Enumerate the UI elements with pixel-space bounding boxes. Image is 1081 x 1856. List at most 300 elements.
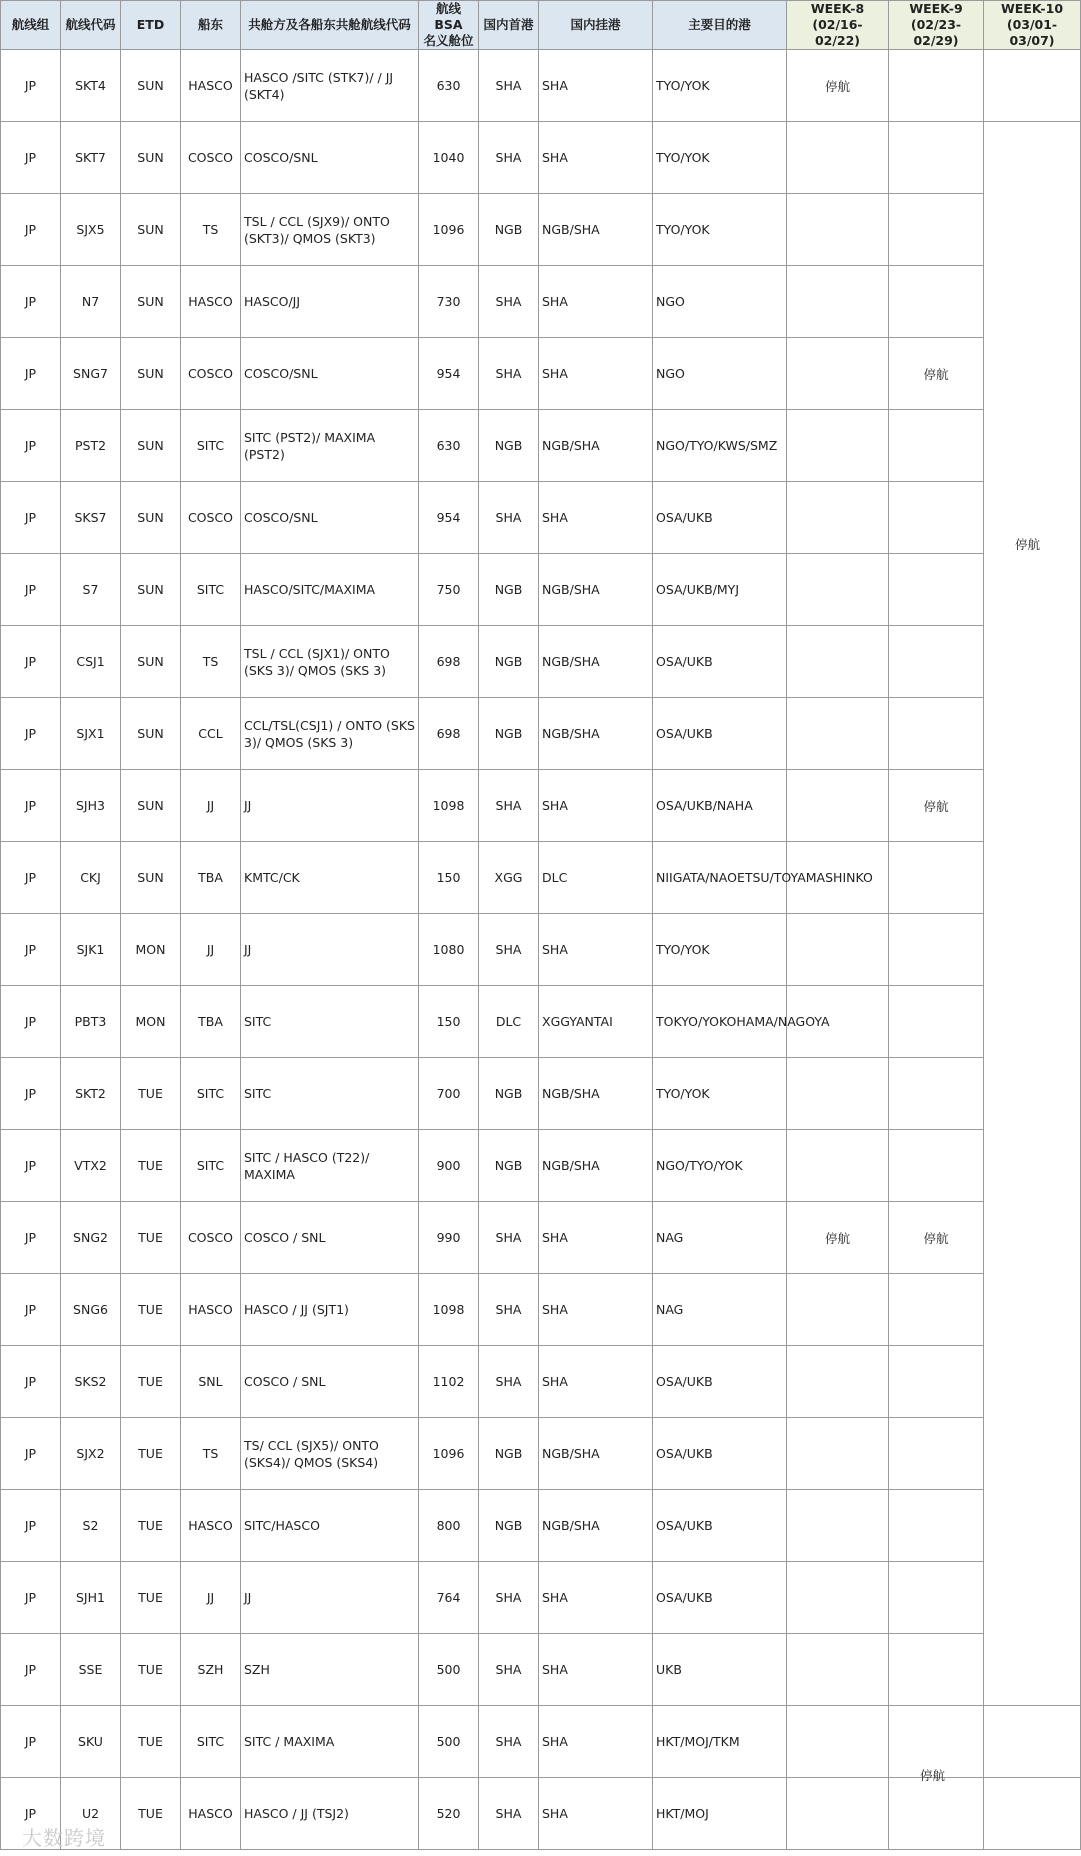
cell-dest-ports: OSA/UKB: [653, 482, 787, 554]
cell-week8: [787, 338, 889, 410]
col-header-week9: [889, 1, 984, 50]
cell-carrier: COSCO: [181, 122, 241, 194]
cell-carrier: JJ: [181, 770, 241, 842]
col-header-dest-ports: 主要目的港: [653, 1, 787, 50]
cell-domestic-ports: SHA: [539, 1778, 653, 1850]
cell-etd: SUN: [121, 338, 181, 410]
cell-first-port: NGB: [479, 410, 539, 482]
cell-first-port: SHA: [479, 1562, 539, 1634]
week9-bottom-stop: 停航: [920, 1768, 946, 1783]
cell-week8: [787, 266, 889, 338]
cell-domestic-ports: NGB/SHA: [539, 626, 653, 698]
cell-carrier: SITC: [181, 1130, 241, 1202]
cell-bsa: 1040: [419, 122, 479, 194]
cell-domestic-ports: NGB/SHA: [539, 554, 653, 626]
cell-first-port: SHA: [479, 122, 539, 194]
cell-first-port: SHA: [479, 1274, 539, 1346]
cell-code: SJK1: [61, 914, 121, 986]
cell-week9: [889, 842, 984, 914]
cell-domestic-ports: NGB/SHA: [539, 1418, 653, 1490]
cell-bsa: 520: [419, 1778, 479, 1850]
cell-etd: SUN: [121, 698, 181, 770]
table-body: [1, 50, 1081, 1850]
cell-etd: SUN: [121, 842, 181, 914]
cell-week9: [889, 1490, 984, 1562]
cell-etd: TUE: [121, 1346, 181, 1418]
cell-first-port: SHA: [479, 482, 539, 554]
cell-bsa: 1096: [419, 194, 479, 266]
table-row: [1, 698, 1081, 770]
table-row: [1, 194, 1081, 266]
cell-first-port: XGG: [479, 842, 539, 914]
cell-bsa: 900: [419, 1130, 479, 1202]
cell-week8: [787, 194, 889, 266]
cell-first-port: NGB: [479, 1490, 539, 1562]
cell-group: JP: [1, 194, 61, 266]
table-row: [1, 122, 1081, 194]
cell-dest-ports: NAG: [653, 1274, 787, 1346]
cell-partners: HASCO / JJ (TSJ2): [241, 1778, 419, 1850]
cell-carrier: HASCO: [181, 1778, 241, 1850]
table-row: [1, 1346, 1081, 1418]
cell-week8: 停航: [787, 1202, 889, 1274]
cell-code: SJX1: [61, 698, 121, 770]
cell-domestic-ports: SHA: [539, 266, 653, 338]
cell-week9: 停航: [889, 338, 984, 410]
cell-etd: TUE: [121, 1634, 181, 1706]
cell-partners: HASCO /SITC (STK7)/ / JJ (SKT4): [241, 50, 419, 122]
cell-week10: [984, 1706, 1081, 1778]
table-row: [1, 1418, 1081, 1490]
cell-dest-ports: HKT/MOJ/TKM: [653, 1706, 787, 1778]
cell-domestic-ports: SHA: [539, 50, 653, 122]
cell-code: SJH3: [61, 770, 121, 842]
cell-domestic-ports: NGB/SHA: [539, 194, 653, 266]
col-header-week8: [787, 1, 889, 50]
cell-week8: [787, 122, 889, 194]
table-row: [1, 1202, 1081, 1274]
col-header-code: 航线代码: [61, 1, 121, 50]
cell-first-port: NGB: [479, 1418, 539, 1490]
cell-partners: COSCO / SNL: [241, 1346, 419, 1418]
cell-carrier: TS: [181, 1418, 241, 1490]
cell-etd: TUE: [121, 1058, 181, 1130]
cell-dest-ports: NIIGATA/NAOETSU/TOYAMASHINKO: [653, 842, 787, 914]
cell-partners: SITC/HASCO: [241, 1490, 419, 1562]
cell-bsa: 698: [419, 698, 479, 770]
cell-code: SJX2: [61, 1418, 121, 1490]
cell-dest-ports: TYO/YOK: [653, 122, 787, 194]
cell-bsa: 630: [419, 410, 479, 482]
cell-week10: [984, 50, 1081, 122]
cell-bsa: 750: [419, 554, 479, 626]
table-row: [1, 626, 1081, 698]
cell-etd: SUN: [121, 626, 181, 698]
cell-first-port: NGB: [479, 1130, 539, 1202]
cell-dest-ports: OSA/UKB: [653, 1490, 787, 1562]
cell-first-port: SHA: [479, 770, 539, 842]
cell-etd: TUE: [121, 1706, 181, 1778]
cell-partners: SITC / MAXIMA: [241, 1706, 419, 1778]
cell-group: JP: [1, 482, 61, 554]
table-row: [1, 338, 1081, 410]
cell-week8: [787, 626, 889, 698]
cell-domestic-ports: SHA: [539, 1562, 653, 1634]
cell-group: JP: [1, 338, 61, 410]
cell-group: JP: [1, 1418, 61, 1490]
cell-carrier: JJ: [181, 1562, 241, 1634]
cell-partners: COSCO / SNL: [241, 1202, 419, 1274]
table-row: [1, 482, 1081, 554]
cell-dest-ports: TYO/YOK: [653, 914, 787, 986]
cell-carrier: HASCO: [181, 50, 241, 122]
cell-group: JP: [1, 1202, 61, 1274]
cell-first-port: NGB: [479, 194, 539, 266]
cell-dest-ports: NAG: [653, 1202, 787, 1274]
cell-domestic-ports: SHA: [539, 482, 653, 554]
cell-group: JP: [1, 1274, 61, 1346]
cell-carrier: TBA: [181, 986, 241, 1058]
cell-partners: TS/ CCL (SJX5)/ ONTO (SKS4)/ QMOS (SKS4): [241, 1418, 419, 1490]
cell-bsa: 500: [419, 1706, 479, 1778]
cell-carrier: SITC: [181, 410, 241, 482]
cell-domestic-ports: SHA: [539, 1274, 653, 1346]
cell-domestic-ports: NGB/SHA: [539, 698, 653, 770]
cell-group: JP: [1, 1634, 61, 1706]
cell-partners: SITC / HASCO (T22)/ MAXIMA: [241, 1130, 419, 1202]
cell-dest-ports: OSA/UKB/MYJ: [653, 554, 787, 626]
col-header-etd: ETD: [121, 1, 181, 50]
cell-bsa: 990: [419, 1202, 479, 1274]
cell-carrier: JJ: [181, 914, 241, 986]
cell-etd: TUE: [121, 1274, 181, 1346]
cell-bsa: 150: [419, 842, 479, 914]
table-row: [1, 914, 1081, 986]
cell-week9: [889, 1058, 984, 1130]
cell-carrier: SNL: [181, 1346, 241, 1418]
cell-carrier: CCL: [181, 698, 241, 770]
cell-week9: [889, 50, 984, 122]
cell-etd: TUE: [121, 1202, 181, 1274]
cell-code: CKJ: [61, 842, 121, 914]
col-header-domestic-ports: 国内挂港: [539, 1, 653, 50]
cell-etd: SUN: [121, 122, 181, 194]
week10-label: WEEK-10: [1000, 1, 1064, 16]
cell-week8: [787, 1274, 889, 1346]
cell-partners: SZH: [241, 1634, 419, 1706]
cell-bsa: 1098: [419, 770, 479, 842]
cell-partners: COSCO/SNL: [241, 122, 419, 194]
cell-first-port: NGB: [479, 698, 539, 770]
cell-partners: HASCO / JJ (SJT1): [241, 1274, 419, 1346]
cell-partners: JJ: [241, 1562, 419, 1634]
cell-week9: [889, 986, 984, 1058]
table-row: [1, 50, 1081, 122]
cell-dest-ports: NGO/TYO/KWS/SMZ: [653, 410, 787, 482]
cell-domestic-ports: SHA: [539, 122, 653, 194]
cell-group: JP: [1, 842, 61, 914]
cell-dest-ports: UKB: [653, 1634, 787, 1706]
cell-week10-merged: [984, 122, 1081, 1706]
col-header-bsa: [419, 1, 479, 50]
cell-group: JP: [1, 770, 61, 842]
cell-dest-ports: OSA/UKB: [653, 1562, 787, 1634]
cell-etd: TUE: [121, 1130, 181, 1202]
col-header-group: 航线组: [1, 1, 61, 50]
cell-first-port: NGB: [479, 626, 539, 698]
cell-carrier: HASCO: [181, 1274, 241, 1346]
cell-code: SKS7: [61, 482, 121, 554]
col-header-first-port: 国内首港: [479, 1, 539, 50]
cell-etd: SUN: [121, 770, 181, 842]
table-row: [1, 554, 1081, 626]
cell-group: JP: [1, 986, 61, 1058]
cell-partners: KMTC/CK: [241, 842, 419, 914]
cell-bsa: 1098: [419, 1274, 479, 1346]
cell-domestic-ports: NGB/SHA: [539, 410, 653, 482]
cell-week8: [787, 1130, 889, 1202]
table-row: [1, 1634, 1081, 1706]
cell-week8: [787, 698, 889, 770]
cell-etd: TUE: [121, 1490, 181, 1562]
cell-domestic-ports: SHA: [539, 914, 653, 986]
cell-group: JP: [1, 1058, 61, 1130]
cell-carrier: TBA: [181, 842, 241, 914]
cell-code: PST2: [61, 410, 121, 482]
table-row: [1, 1778, 1081, 1850]
cell-bsa: 1102: [419, 1346, 479, 1418]
table-row: [1, 1058, 1081, 1130]
cell-domestic-ports: SHA: [539, 1634, 653, 1706]
cell-etd: TUE: [121, 1778, 181, 1850]
week8-range: (02/16-02/22): [812, 17, 863, 48]
cell-domestic-ports: NGB/SHA: [539, 1058, 653, 1130]
cell-bsa: 730: [419, 266, 479, 338]
cell-week9: [889, 698, 984, 770]
cell-etd: TUE: [121, 1418, 181, 1490]
cell-group: JP: [1, 1778, 61, 1850]
cell-dest-ports: TYO/YOK: [653, 50, 787, 122]
cell-partners: SITC: [241, 986, 419, 1058]
cell-domestic-ports: SHA: [539, 1202, 653, 1274]
cell-bsa: 954: [419, 482, 479, 554]
cell-dest-ports: TYO/YOK: [653, 194, 787, 266]
cell-code: VTX2: [61, 1130, 121, 1202]
table-row: [1, 770, 1081, 842]
cell-code: SJX5: [61, 194, 121, 266]
week10-range: (03/01-03/07): [1006, 17, 1058, 48]
cell-dest-ports: OSA/UKB: [653, 1418, 787, 1490]
cell-group: JP: [1, 914, 61, 986]
cell-week9: 停航: [889, 770, 984, 842]
cell-week9: 停航: [889, 1202, 984, 1274]
cell-etd: SUN: [121, 194, 181, 266]
cell-bsa: 1080: [419, 914, 479, 986]
cell-domestic-ports: SHA: [539, 770, 653, 842]
cell-dest-ports: OSA/UKB: [653, 698, 787, 770]
cell-code: SJH1: [61, 1562, 121, 1634]
cell-first-port: SHA: [479, 1346, 539, 1418]
cell-code: U2: [61, 1778, 121, 1850]
cell-carrier: COSCO: [181, 1202, 241, 1274]
table-row: [1, 1130, 1081, 1202]
cell-dest-ports: NGO: [653, 338, 787, 410]
cell-first-port: SHA: [479, 1202, 539, 1274]
cell-code: SNG7: [61, 338, 121, 410]
cell-dest-ports: TYO/YOK: [653, 1058, 787, 1130]
cell-partners: CCL/TSL(CSJ1) / ONTO (SKS 3)/ QMOS (SKS 3): [241, 698, 419, 770]
cell-bsa: 764: [419, 1562, 479, 1634]
cell-partners: SITC (PST2)/ MAXIMA (PST2): [241, 410, 419, 482]
cell-first-port: SHA: [479, 1634, 539, 1706]
bsa-line2: 名义舱位: [423, 33, 474, 48]
cell-bsa: 698: [419, 626, 479, 698]
cell-week9: [889, 122, 984, 194]
cell-code: CSJ1: [61, 626, 121, 698]
cell-partners: SITC: [241, 1058, 419, 1130]
cell-group: JP: [1, 1562, 61, 1634]
cell-domestic-ports: DLC: [539, 842, 653, 914]
header-row: [1, 1, 1081, 50]
cell-group: JP: [1, 1706, 61, 1778]
cell-domestic-ports: SHA: [539, 338, 653, 410]
cell-first-port: SHA: [479, 338, 539, 410]
cell-dest-ports: NGO: [653, 266, 787, 338]
cell-domestic-ports: XGGYANTAI: [539, 986, 653, 1058]
cell-code: SKS2: [61, 1346, 121, 1418]
cell-dest-ports: TOKYO/YOKOHAMA/NAGOYA: [653, 986, 787, 1058]
cell-bsa: 800: [419, 1490, 479, 1562]
cell-code: SNG6: [61, 1274, 121, 1346]
cell-group: JP: [1, 554, 61, 626]
table-row: [1, 1274, 1081, 1346]
cell-week9: [889, 1346, 984, 1418]
cell-partners: COSCO/SNL: [241, 482, 419, 554]
cell-week9: [889, 482, 984, 554]
bsa-line1: 航线BSA: [434, 1, 463, 32]
cell-code: S2: [61, 1490, 121, 1562]
cell-group: JP: [1, 50, 61, 122]
cell-first-port: SHA: [479, 1706, 539, 1778]
cell-first-port: DLC: [479, 986, 539, 1058]
cell-week8: [787, 1490, 889, 1562]
cell-week9: [889, 1130, 984, 1202]
cell-partners: JJ: [241, 914, 419, 986]
col-header-carrier: 船东: [181, 1, 241, 50]
cell-partners: COSCO/SNL: [241, 338, 419, 410]
cell-week8: 停航: [787, 50, 889, 122]
cell-group: JP: [1, 266, 61, 338]
cell-bsa: 500: [419, 1634, 479, 1706]
table-row: [1, 266, 1081, 338]
cell-partners: JJ: [241, 770, 419, 842]
cell-first-port: SHA: [479, 50, 539, 122]
week10-merged-stop: 停航: [1015, 537, 1041, 552]
cell-carrier: COSCO: [181, 338, 241, 410]
cell-week8: [787, 1418, 889, 1490]
cell-group: JP: [1, 410, 61, 482]
cell-partners: TSL / CCL (SJX9)/ ONTO (SKT3)/ QMOS (SKT3): [241, 194, 419, 266]
cell-week8: [787, 1634, 889, 1706]
cell-code: SKU: [61, 1706, 121, 1778]
cell-week9: [889, 554, 984, 626]
cell-week9: [889, 1274, 984, 1346]
table-row: [1, 842, 1081, 914]
cell-domestic-ports: NGB/SHA: [539, 1130, 653, 1202]
cell-etd: SUN: [121, 482, 181, 554]
cell-etd: SUN: [121, 266, 181, 338]
cell-week8: [787, 1562, 889, 1634]
cell-partners: HASCO/JJ: [241, 266, 419, 338]
cell-domestic-ports: SHA: [539, 1706, 653, 1778]
cell-code: SKT4: [61, 50, 121, 122]
cell-week8: [787, 410, 889, 482]
table-row: [1, 1490, 1081, 1562]
cell-first-port: SHA: [479, 266, 539, 338]
cell-group: JP: [1, 626, 61, 698]
cell-week10: [984, 1778, 1081, 1850]
cell-first-port: NGB: [479, 554, 539, 626]
cell-week8: [787, 554, 889, 626]
cell-first-port: SHA: [479, 914, 539, 986]
cell-etd: SUN: [121, 554, 181, 626]
cell-week9: [889, 410, 984, 482]
cell-carrier: HASCO: [181, 1490, 241, 1562]
table-row: [1, 1562, 1081, 1634]
cell-etd: SUN: [121, 50, 181, 122]
week9-label: WEEK-9: [909, 1, 963, 16]
cell-group: JP: [1, 122, 61, 194]
cell-dest-ports: NGO/TYO/YOK: [653, 1130, 787, 1202]
cell-etd: MON: [121, 914, 181, 986]
cell-week9: [889, 914, 984, 986]
cell-group: JP: [1, 1130, 61, 1202]
cell-carrier: TS: [181, 194, 241, 266]
cell-etd: MON: [121, 986, 181, 1058]
cell-week9: [889, 1778, 984, 1850]
cell-domestic-ports: SHA: [539, 1346, 653, 1418]
cell-week8: [787, 1346, 889, 1418]
cell-week9: [889, 266, 984, 338]
cell-week9: [889, 1562, 984, 1634]
cell-carrier: SITC: [181, 1706, 241, 1778]
cell-bsa: 1096: [419, 1418, 479, 1490]
cell-carrier: SZH: [181, 1634, 241, 1706]
cell-code: SSE: [61, 1634, 121, 1706]
cell-group: JP: [1, 698, 61, 770]
cell-partners: HASCO/SITC/MAXIMA: [241, 554, 419, 626]
cell-week9: [889, 194, 984, 266]
cell-week9: [889, 626, 984, 698]
table-row: [1, 410, 1081, 482]
cell-dest-ports: OSA/UKB: [653, 626, 787, 698]
cell-bsa: 700: [419, 1058, 479, 1130]
cell-code: SKT7: [61, 122, 121, 194]
cell-domestic-ports: NGB/SHA: [539, 1490, 653, 1562]
cell-first-port: SHA: [479, 1778, 539, 1850]
cell-week8: [787, 1706, 889, 1778]
cell-code: S7: [61, 554, 121, 626]
week9-range: (02/23-02/29): [910, 17, 962, 48]
cell-carrier: HASCO: [181, 266, 241, 338]
cell-carrier: COSCO: [181, 482, 241, 554]
cell-week8: [787, 1058, 889, 1130]
week8-label: WEEK-8: [810, 1, 865, 16]
cell-week8: [787, 482, 889, 554]
cell-code: N7: [61, 266, 121, 338]
cell-week8: [787, 1778, 889, 1850]
cell-code: SNG2: [61, 1202, 121, 1274]
